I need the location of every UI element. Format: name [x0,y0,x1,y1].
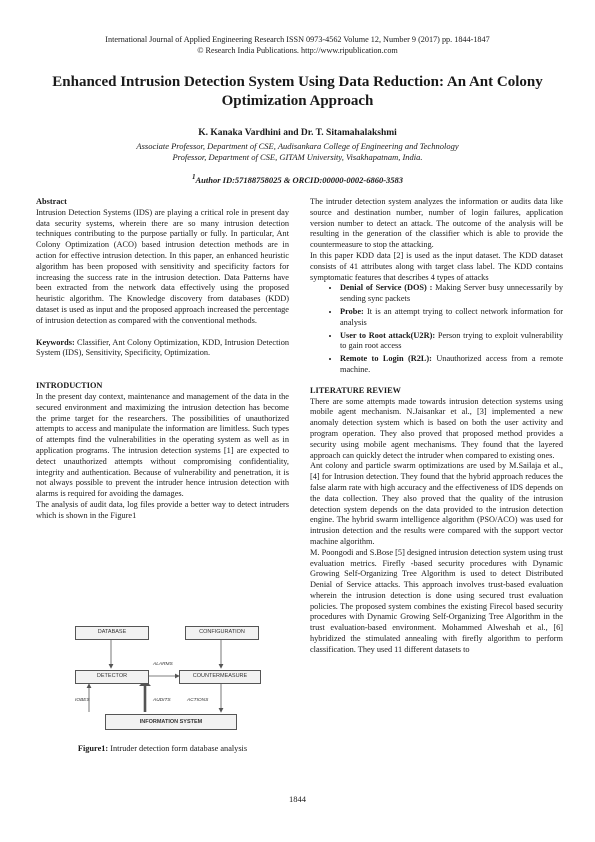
author-id-text: Author ID:57188758025 & ORCID:00000-0002-6860-3583 [195,174,404,185]
page-number: 1844 [289,794,306,804]
abstract-text: Intrusion Detection Systems (IDS) are playing a critical role in present day data security systems, wherein there are so many intrusion detection techniques contributing to the purpose partially or fully. In particular, Ant Colony Optimization (ACO) based intrusion detection methods are in action for effective intrusion detection. In this paper, an enhanced heuristic algorithm has been proposed with sensitivity and specificity factors for increasing the success rate in the intrusion detection. Data Patterns have been extracted from the network data effectively using the proposed heuristic algorithm. The Knowledge discovery from databases (KDD) dataset is used as input and the proposed approach increased the percentage of intrusion detection as compared with the conventional methods. [36,207,289,325]
authors: K. Kanaka Vardhini and Dr. T. Sitamahalakshmi [198,128,397,138]
attack-name: Probe: [340,306,364,316]
figure-caption [36,744,289,753]
author-id [0,173,595,185]
information-system-box: INFORMATION SYSTEM [105,714,237,730]
figure-1 [75,620,275,734]
paper-title: Enhanced Intrusion Detection System Using Data Reduction: An Ant Colony Optimization Approach [52,74,543,109]
left-column [36,197,289,522]
literature-review-heading: LITERATURE REVIEW [310,385,401,395]
keywords [36,338,289,360]
actions-label: ACTIONS [187,698,209,703]
attack-name: Denial of Service (DOS) : [340,283,433,293]
alarms-label: ALARMS [153,662,173,667]
journal-header-line2: © Research India Publications. http://www.ripublication.com [197,46,398,55]
right-paragraph-2: In this paper KDD data [2] is used as the input dataset. The KDD dataset consists of 41 attributes along with target class label. The KDD contains symptomatic features that describes 4 types of attacks [310,250,563,282]
attack-desc: Making Server busy unnecessarily by sending sync packets [340,283,564,304]
affiliation-2: Professor, Department of CSE, GITAM University, Visakhapatnam, India. [172,152,423,162]
list-item [340,283,563,305]
introduction-paragraph-1: In the present day context, maintenance and management of the data in the secured environment and maximizing the intrusion detection has become the prime target for the researchers. The possibilities of unauthorized attempts to access and manipulate the information are limitless. Such types of attempts find the vulnerabilities in the operating system as well as in application programs. The intrusion detection systems [1] are expected to detect unauthorized attempts without compromising confidentiality, integrity and authentication. Because of vulnerability and penetration, it is not always possible to prevent the intruder hence intrusion detection with alarms is required for avoiding the damages. [36,391,289,499]
right-paragraph-1: The intruder detection system analyzes the information or audits data like source and destination number, number of login failures, application version number to detect an attack. The outcome of the analysis will be resulting in the generation of the classifier which is able to provide the countermeasure to stop the attacking. [310,197,563,250]
literature-paragraph-3: M. Poongodi and S.Bose [5] designed intrusion detection system using trust evaluation metrics. Firefly -based security procedures with Dynamic Growing Self-Organizing Tree Algorithm is used to detect Distributed Denial of Service attacks. This approach involves trust-based evaluation wherein the intrusion detection is done using secured trust evaluation policies. The proposed system combines the existing Firecol based security procedures with Dynamic Growing Self-Organizing Tree Algorithm in the trust evaluation-based environment. Mohammed Alweshah et al., [6] hybridized the stimulated annealing with firefly algorithm to perform classification. They used 11 different datasets to [310,547,563,654]
attack-desc: Unauthorized access from a remote machine. [340,354,564,374]
journal-header-line1: International Journal of Applied Engineering Research ISSN 0973-4562 Volume 12, Number 9 (2017) pp. 1844-1847 [105,35,490,44]
detector-box: DETECTOR [75,670,149,684]
list-item [340,307,563,329]
attack-name: User to Root attack(U2R): [340,330,436,340]
introduction-paragraph-2: The analysis of audit data, log files provide a better way to detect intruders which is shown in the Figure1 [36,499,289,520]
list-item [340,331,563,353]
attack-desc: It is an attempt trying to collect network information for analysis [340,306,563,327]
attack-list [310,283,563,375]
figure-caption-text: Intruder detection form database analysis [108,744,248,753]
keywords-text: Classifier, Ant Colony Optimization, KDD, Intrusion Detection System (IDS), Sensitivity, Specificity, Optimization. [36,337,289,358]
database-box: DATABASE [75,626,149,640]
literature-paragraph-1: There are some attempts made towards intrusion detection systems using mobile agent mechanism. N.Jaisankar et al., [3] implemented a new anomaly detection system which is based on both the user activity and program operation. They also proved that proposed method provides a security using mobile agent mechanisms. They found that the layered approach can quickly detect the intruder when compared to existing ones. [310,396,563,460]
author-id-marker: 1 [191,173,196,181]
audits-label: AUDITS [153,698,171,703]
literature-paragraph-2: Ant colony and particle swarm optimizations are used by M.Sailaja et al.,[4] for Intrusion detection. They found that the hybrid approach reduces the false alarm rate with high accuracy and the effectiveness of IDS depends on the data collection. They also proved that the quality of the intrusion detection system depends on the data provided to the intrusion detection engine. The hybrid swarm intelligence algorithm (PSO/ACO) was used for intrusion detection and the results were compared with the support vector machine algorithm. [310,461,563,546]
affiliation-1: Associate Professor, Department of CSE, Audisankara College of Engineering and Technology [136,141,459,151]
list-item [340,354,563,376]
abstract-heading: Abstract [36,197,67,206]
journal-header [0,34,595,56]
affiliations [0,141,595,163]
attack-name: Remote to Login (R2L): [340,354,432,364]
configuration-box: CONFIGURATION [185,626,259,640]
keywords-label: Keywords: [36,337,75,347]
right-column [310,197,563,656]
introduction-heading: INTRODUCTION [36,381,103,391]
figure-caption-label: Figure1: [77,744,109,753]
probes-label: IOBES [75,698,90,703]
attack-desc: Person trying to exploit vulnerability to gain root access [340,330,563,351]
countermeasure-box: COUNTERMEASURE [179,670,261,684]
